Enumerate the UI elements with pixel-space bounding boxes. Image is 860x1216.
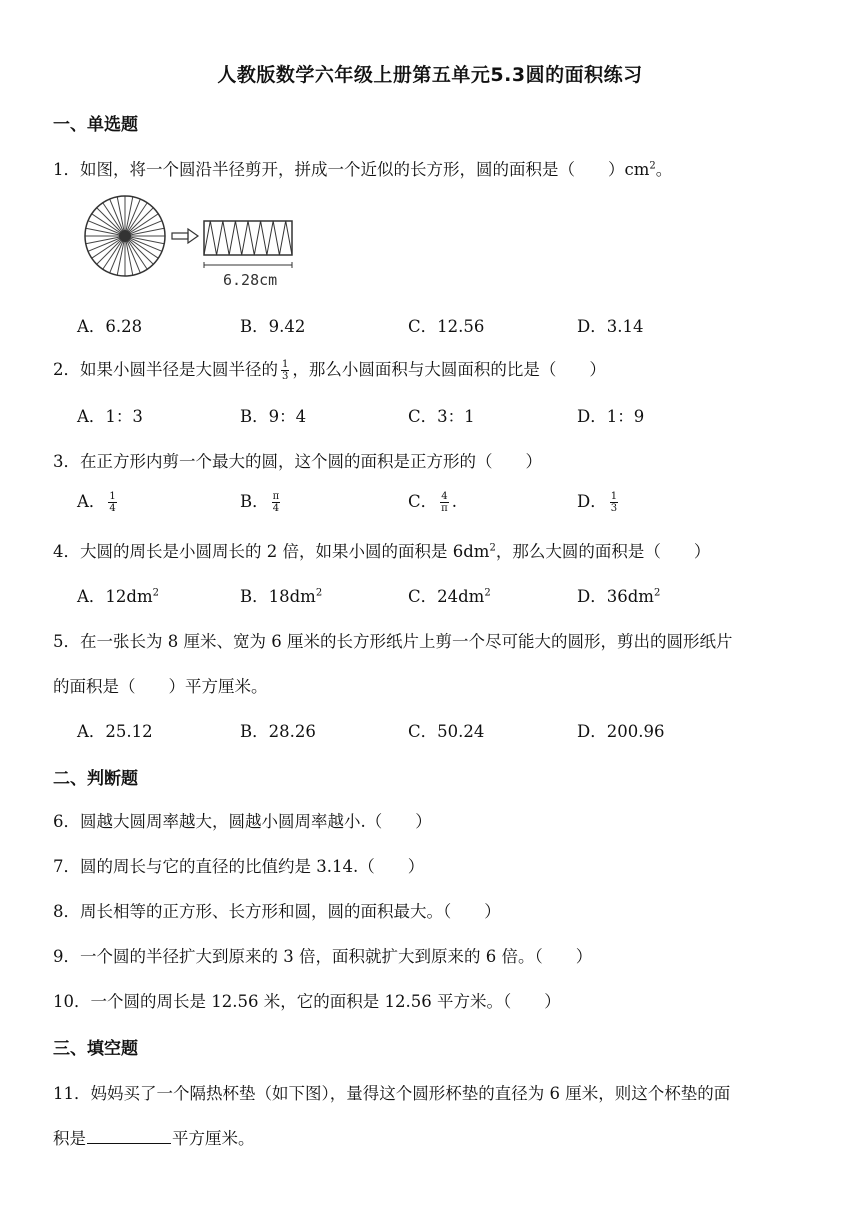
circle-to-rectangle-figure bbox=[84, 190, 304, 294]
question-10: 10．一个圆的周长是 12.56 米，它的面积是 12.56 平方米。（ ） bbox=[53, 992, 561, 1011]
q3-option-c: C． $\frac{4}{\pi}$ . bbox=[408, 491, 457, 514]
answer-blank[interactable] bbox=[87, 1127, 171, 1144]
q1-option-d: D．3.14 bbox=[577, 317, 644, 336]
circle-rearrangement-illustration bbox=[84, 190, 304, 290]
q3-option-a: A． $\frac{1}{4}$ bbox=[77, 491, 116, 514]
q3-option-d: D． $\frac{1}{3}$ bbox=[577, 491, 618, 514]
q2-option-d: D．1：9 bbox=[577, 407, 645, 426]
question-1: 1．如图，将一个圆沿半径剪开，拼成一个近似的长方形，圆的面积是（ ）$cm^2$。 bbox=[53, 160, 673, 179]
q1-option-b: B．9.42 bbox=[240, 317, 306, 336]
q4-option-a: A．$12dm^2$ bbox=[77, 587, 159, 606]
q1-option-a: A．6.28 bbox=[77, 317, 143, 336]
question-6: 6．圆越大圆周率越大，圆越小圆周率越小.（ ） bbox=[53, 812, 432, 831]
question-2: 2．如果小圆半径是大圆半径的 $\frac{1}{3}$ ，那么小圆面积与大圆面积的比是（ ） bbox=[53, 359, 606, 382]
q5-option-d: D．200.96 bbox=[577, 722, 665, 741]
section-heading-true-false: 二、判断题 bbox=[53, 769, 138, 789]
section-heading-single-choice: 一、单选题 bbox=[53, 115, 138, 135]
q5-option-c: C．50.24 bbox=[408, 722, 485, 741]
question-5-line-2: 的面积是（ ）平方厘米。 bbox=[53, 677, 268, 696]
q3-option-b: B． $\frac{\pi}{4}$ bbox=[240, 491, 280, 514]
rectangle-strips-icon bbox=[204, 221, 292, 255]
question-5-line-1: 5．在一张长为 8 厘米、宽为 6 厘米的长方形纸片上剪一个尽可能大的圆形，剪出的圆形纸片 bbox=[53, 632, 733, 651]
section-heading-fill-in: 三、填空题 bbox=[53, 1039, 138, 1059]
q2-option-b: B．9：4 bbox=[240, 407, 307, 426]
figure-length-label: 6.28cm bbox=[223, 271, 278, 289]
q4-option-d: D．$36dm^2$ bbox=[577, 587, 661, 606]
q1-option-c: C．12.56 bbox=[408, 317, 485, 336]
question-3: 3．在正方形内剪一个最大的圆，这个圆的面积是正方形的（ ） bbox=[53, 452, 542, 471]
q4-option-b: B．$18dm^2$ bbox=[240, 587, 323, 606]
question-11-line-1: 11．妈妈买了一个隔热杯垫（如下图），量得这个圆形杯垫的直径为 6 厘米，则这个杯垫的面 bbox=[53, 1084, 731, 1103]
arrow-icon bbox=[172, 229, 198, 243]
question-4: 4．大圆的周长是小圆周长的 2 倍，如果小圆的面积是 $6dm^2$，那么大圆的面积是（ ） bbox=[53, 542, 711, 561]
circle-center bbox=[119, 230, 131, 242]
q5-option-b: B．28.26 bbox=[240, 722, 316, 741]
q2-option-a: A．1：3 bbox=[77, 407, 143, 426]
q5-option-a: A．25.12 bbox=[77, 722, 153, 741]
q2-option-c: C．3：1 bbox=[408, 407, 475, 426]
question-7: 7．圆的周长与它的直径的比值约是 3.14.（ ） bbox=[53, 857, 425, 876]
q4-option-c: C．$24dm^2$ bbox=[408, 587, 491, 606]
question-11-line-2: 积是 平方厘米。 bbox=[53, 1129, 255, 1148]
page-title: 人教版数学六年级上册第五单元5.3圆的面积练习 bbox=[217, 64, 643, 86]
question-9: 9．一个圆的半径扩大到原来的 3 倍，面积就扩大到原来的 6 倍。（ ） bbox=[53, 947, 593, 966]
fraction-one-third: $\frac{1}{3}$ bbox=[282, 359, 289, 382]
question-8: 8．周长相等的正方形、长方形和圆，圆的面积最大。（ ） bbox=[53, 902, 501, 921]
